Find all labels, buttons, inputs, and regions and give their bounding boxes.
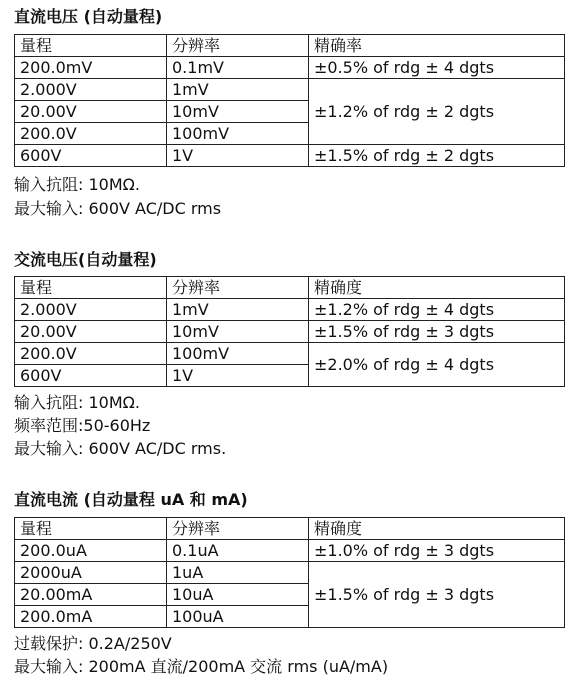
resolution-cell: 100uA: [167, 606, 309, 628]
resolution-cell: 1mV: [167, 299, 309, 321]
accuracy-cell: ±2.0% of rdg ± 4 dgts: [309, 343, 565, 387]
resolution-cell: 100mV: [167, 123, 309, 145]
accuracy-cell: ±0.5% of rdg ± 4 dgts: [309, 57, 565, 79]
table-header-row: [15, 518, 565, 540]
range-cell: 600V: [15, 365, 167, 387]
range-cell: 200.0mV: [15, 57, 167, 79]
range-cell: 2.000V: [15, 79, 167, 101]
range-cell: 2000uA: [15, 562, 167, 584]
resolution-cell: 1uA: [167, 562, 309, 584]
header-accuracy: 精确度: [309, 518, 565, 540]
resolution-cell: 1mV: [167, 79, 309, 101]
dc-voltage-table: [14, 34, 565, 167]
table-row: [15, 540, 565, 562]
accuracy-cell: ±1.2% of rdg ± 4 dgts: [309, 299, 565, 321]
dc-voltage-input-impedance: 输入抗阻: 10MΩ.: [14, 175, 140, 194]
table-header-row: [15, 35, 565, 57]
ac-voltage-input-impedance: 输入抗阻: 10MΩ.: [14, 393, 140, 412]
range-cell: 200.0uA: [15, 540, 167, 562]
ac-voltage-title: 交流电压(自动量程): [14, 250, 157, 269]
table-row: [15, 57, 565, 79]
header-accuracy: 精确度: [309, 277, 565, 299]
resolution-cell: 100mV: [167, 343, 309, 365]
header-range: 量程: [15, 518, 167, 540]
range-cell: 20.00V: [15, 101, 167, 123]
dc-current-max-input: 最大输入: 200mA 直流/200mA 交流 rms (uA/mA): [14, 657, 389, 676]
range-cell: 200.0V: [15, 123, 167, 145]
accuracy-cell: ±1.5% of rdg ± 2 dgts: [309, 145, 565, 167]
range-cell: 20.00V: [15, 321, 167, 343]
resolution-cell: 1V: [167, 145, 309, 167]
resolution-cell: 10mV: [167, 321, 309, 343]
resolution-cell: 0.1mV: [167, 57, 309, 79]
accuracy-cell: ±1.0% of rdg ± 3 dgts: [309, 540, 565, 562]
table-row: [15, 562, 565, 584]
header-resolution: 分辨率: [167, 277, 309, 299]
header-resolution: 分辨率: [167, 35, 309, 57]
accuracy-cell: ±1.5% of rdg ± 3 dgts: [309, 321, 565, 343]
header-accuracy: 精确率: [309, 35, 565, 57]
dc-current-table: [14, 517, 565, 628]
header-resolution: 分辨率: [167, 518, 309, 540]
range-cell: 200.0V: [15, 343, 167, 365]
accuracy-cell: ±1.2% of rdg ± 2 dgts: [309, 79, 565, 145]
dc-voltage-title: 直流电压 (自动量程): [14, 7, 163, 26]
dc-voltage-max-input: 最大输入: 600V AC/DC rms: [14, 199, 222, 218]
resolution-cell: 10mV: [167, 101, 309, 123]
table-row: [15, 343, 565, 365]
table-header-row: [15, 277, 565, 299]
resolution-cell: 1V: [167, 365, 309, 387]
range-cell: 600V: [15, 145, 167, 167]
table-row: [15, 79, 565, 101]
range-cell: 200.0mA: [15, 606, 167, 628]
ac-voltage-table: [14, 276, 565, 387]
table-row: [15, 299, 565, 321]
ac-voltage-max-input: 最大输入: 600V AC/DC rms.: [14, 439, 227, 458]
header-range: 量程: [15, 277, 167, 299]
dc-current-overload-protection: 过载保护: 0.2A/250V: [14, 634, 172, 653]
resolution-cell: 10uA: [167, 584, 309, 606]
ac-voltage-frequency-range: 频率范围:50-60Hz: [14, 416, 151, 435]
header-range: 量程: [15, 35, 167, 57]
table-row: [15, 145, 565, 167]
table-row: [15, 321, 565, 343]
dc-current-title: 直流电流 (自动量程 uA 和 mA): [14, 490, 248, 509]
resolution-cell: 0.1uA: [167, 540, 309, 562]
range-cell: 20.00mA: [15, 584, 167, 606]
range-cell: 2.000V: [15, 299, 167, 321]
accuracy-cell: ±1.5% of rdg ± 3 dgts: [309, 562, 565, 628]
